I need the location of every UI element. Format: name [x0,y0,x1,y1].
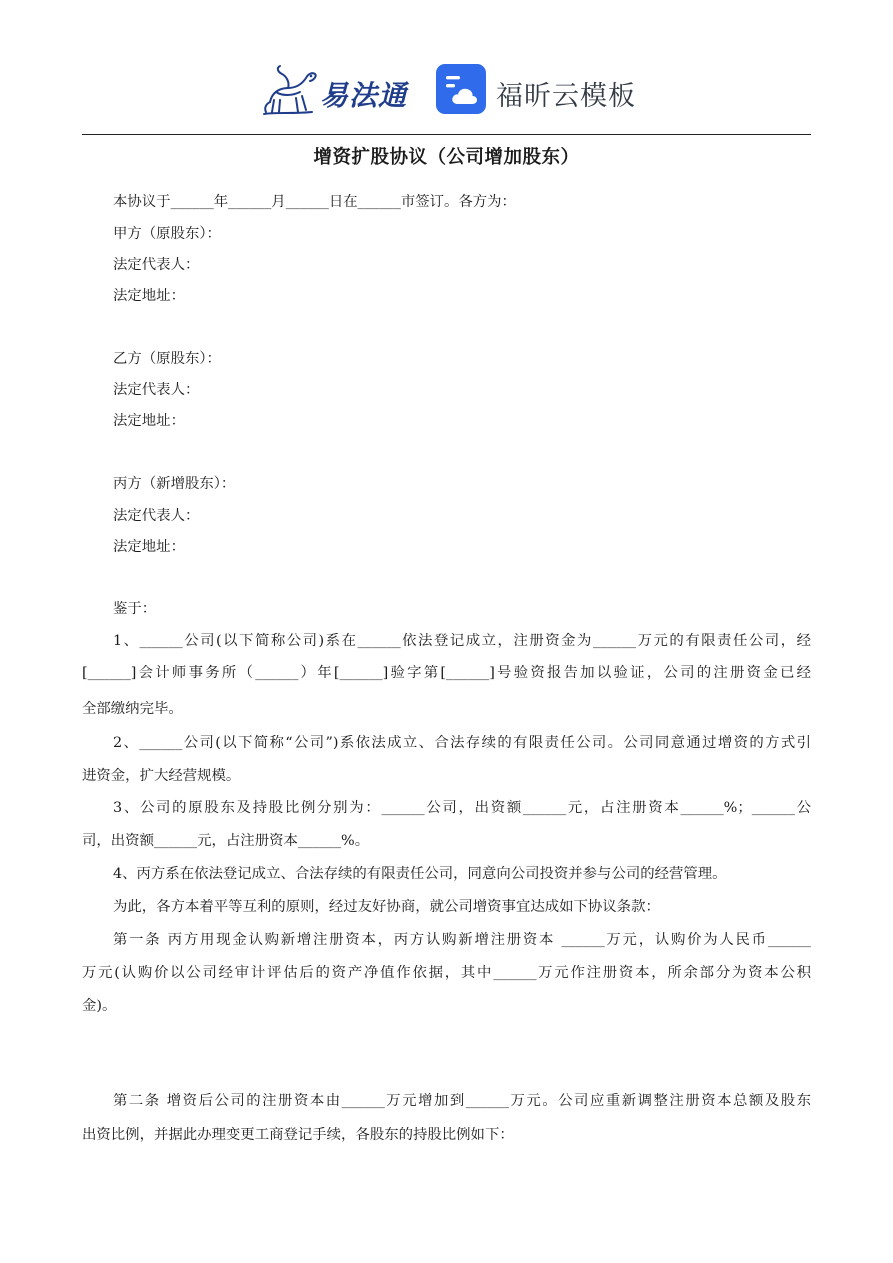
article-1-line-3: 金)。 [82,998,117,1014]
party-c-representative: 法定代表人： [113,508,200,524]
fuxin-logo [436,64,646,116]
party-b-representative: 法定代表人： [113,382,200,398]
agreement-preamble: 为此，各方本着平等互利的原则，经过友好协商，就公司增资事宜达成如下协议条款： [113,899,660,915]
article-2-line-1: 第二条 增资后公司的注册资本由______万元增加到______万元。公司应重新调整注册资本总额及股东 [113,1093,811,1109]
article-2-line-2: 出资比例，并据此办理变更工商登记手续，各股东的持股比例如下： [82,1127,514,1143]
header-divider [82,134,811,135]
qilin-emblem-icon [262,62,320,118]
page-header [0,58,893,122]
yifatong-logo [262,62,422,118]
recital-3-line-1: 3、公司的原股东及持股比例分别为：______公司，出资额______元，占注册资本______%；______公 [113,800,811,816]
party-c-address: 法定地址： [113,539,185,555]
party-b-address: 法定地址： [113,413,185,429]
recital-4: 4、丙方系在依法登记成立、合法存续的有限责任公司，同意向公司投资并参与公司的经营管理。 [113,866,727,882]
recital-3-line-2: 司，出资额______元，占注册资本______%。 [82,833,370,849]
document-title: 增资扩股协议（公司增加股东） [313,147,580,168]
party-a-address: 法定地址： [113,288,185,304]
article-1-line-2: 万元(认购价以公司经审计评估后的资产净值作依据，其中______万元作注册资本，所余部分为资本公积 [82,965,811,981]
recital-1-line-3: 全部缴纳完毕。 [82,701,183,717]
cloud-document-icon [436,64,486,114]
recital-2-line-1: 2、______公司(以下简称“公司”)系依法成立、合法存续的有限责任公司。公司同意通过增资的方式引 [113,735,811,751]
article-1-line-1: 第一条 丙方用现金认购新增注册资本，丙方认购新增注册资本 ______万元，认购价为人民币______ [113,932,811,948]
agreement-intro: 本协议于______年______月______日在______市签订。各方为： [113,194,516,210]
recital-1-line-1: 1、______公司(以下简称公司)系在______依法登记成立，注册资金为______万元的有限责任公司，经 [113,633,811,649]
party-b-label: 乙方（原股东）： [113,351,221,367]
yifatong-brand-name: 易法通 [320,79,408,112]
party-c-label: 丙方（新增股东）： [113,476,236,492]
recital-2-line-2: 进资金，扩大经营规模。 [82,768,241,784]
party-a-label: 甲方（原股东）： [113,226,221,242]
party-a-representative: 法定代表人： [113,257,200,273]
recital-1-line-2: [______]会计师事务所（______）年[______]验字第[______]号验资报告加以验证，公司的注册资金已经 [82,665,811,681]
whereas-heading: 鉴于： [113,601,157,617]
fuxin-brand-name: 福昕云模板 [496,81,636,112]
